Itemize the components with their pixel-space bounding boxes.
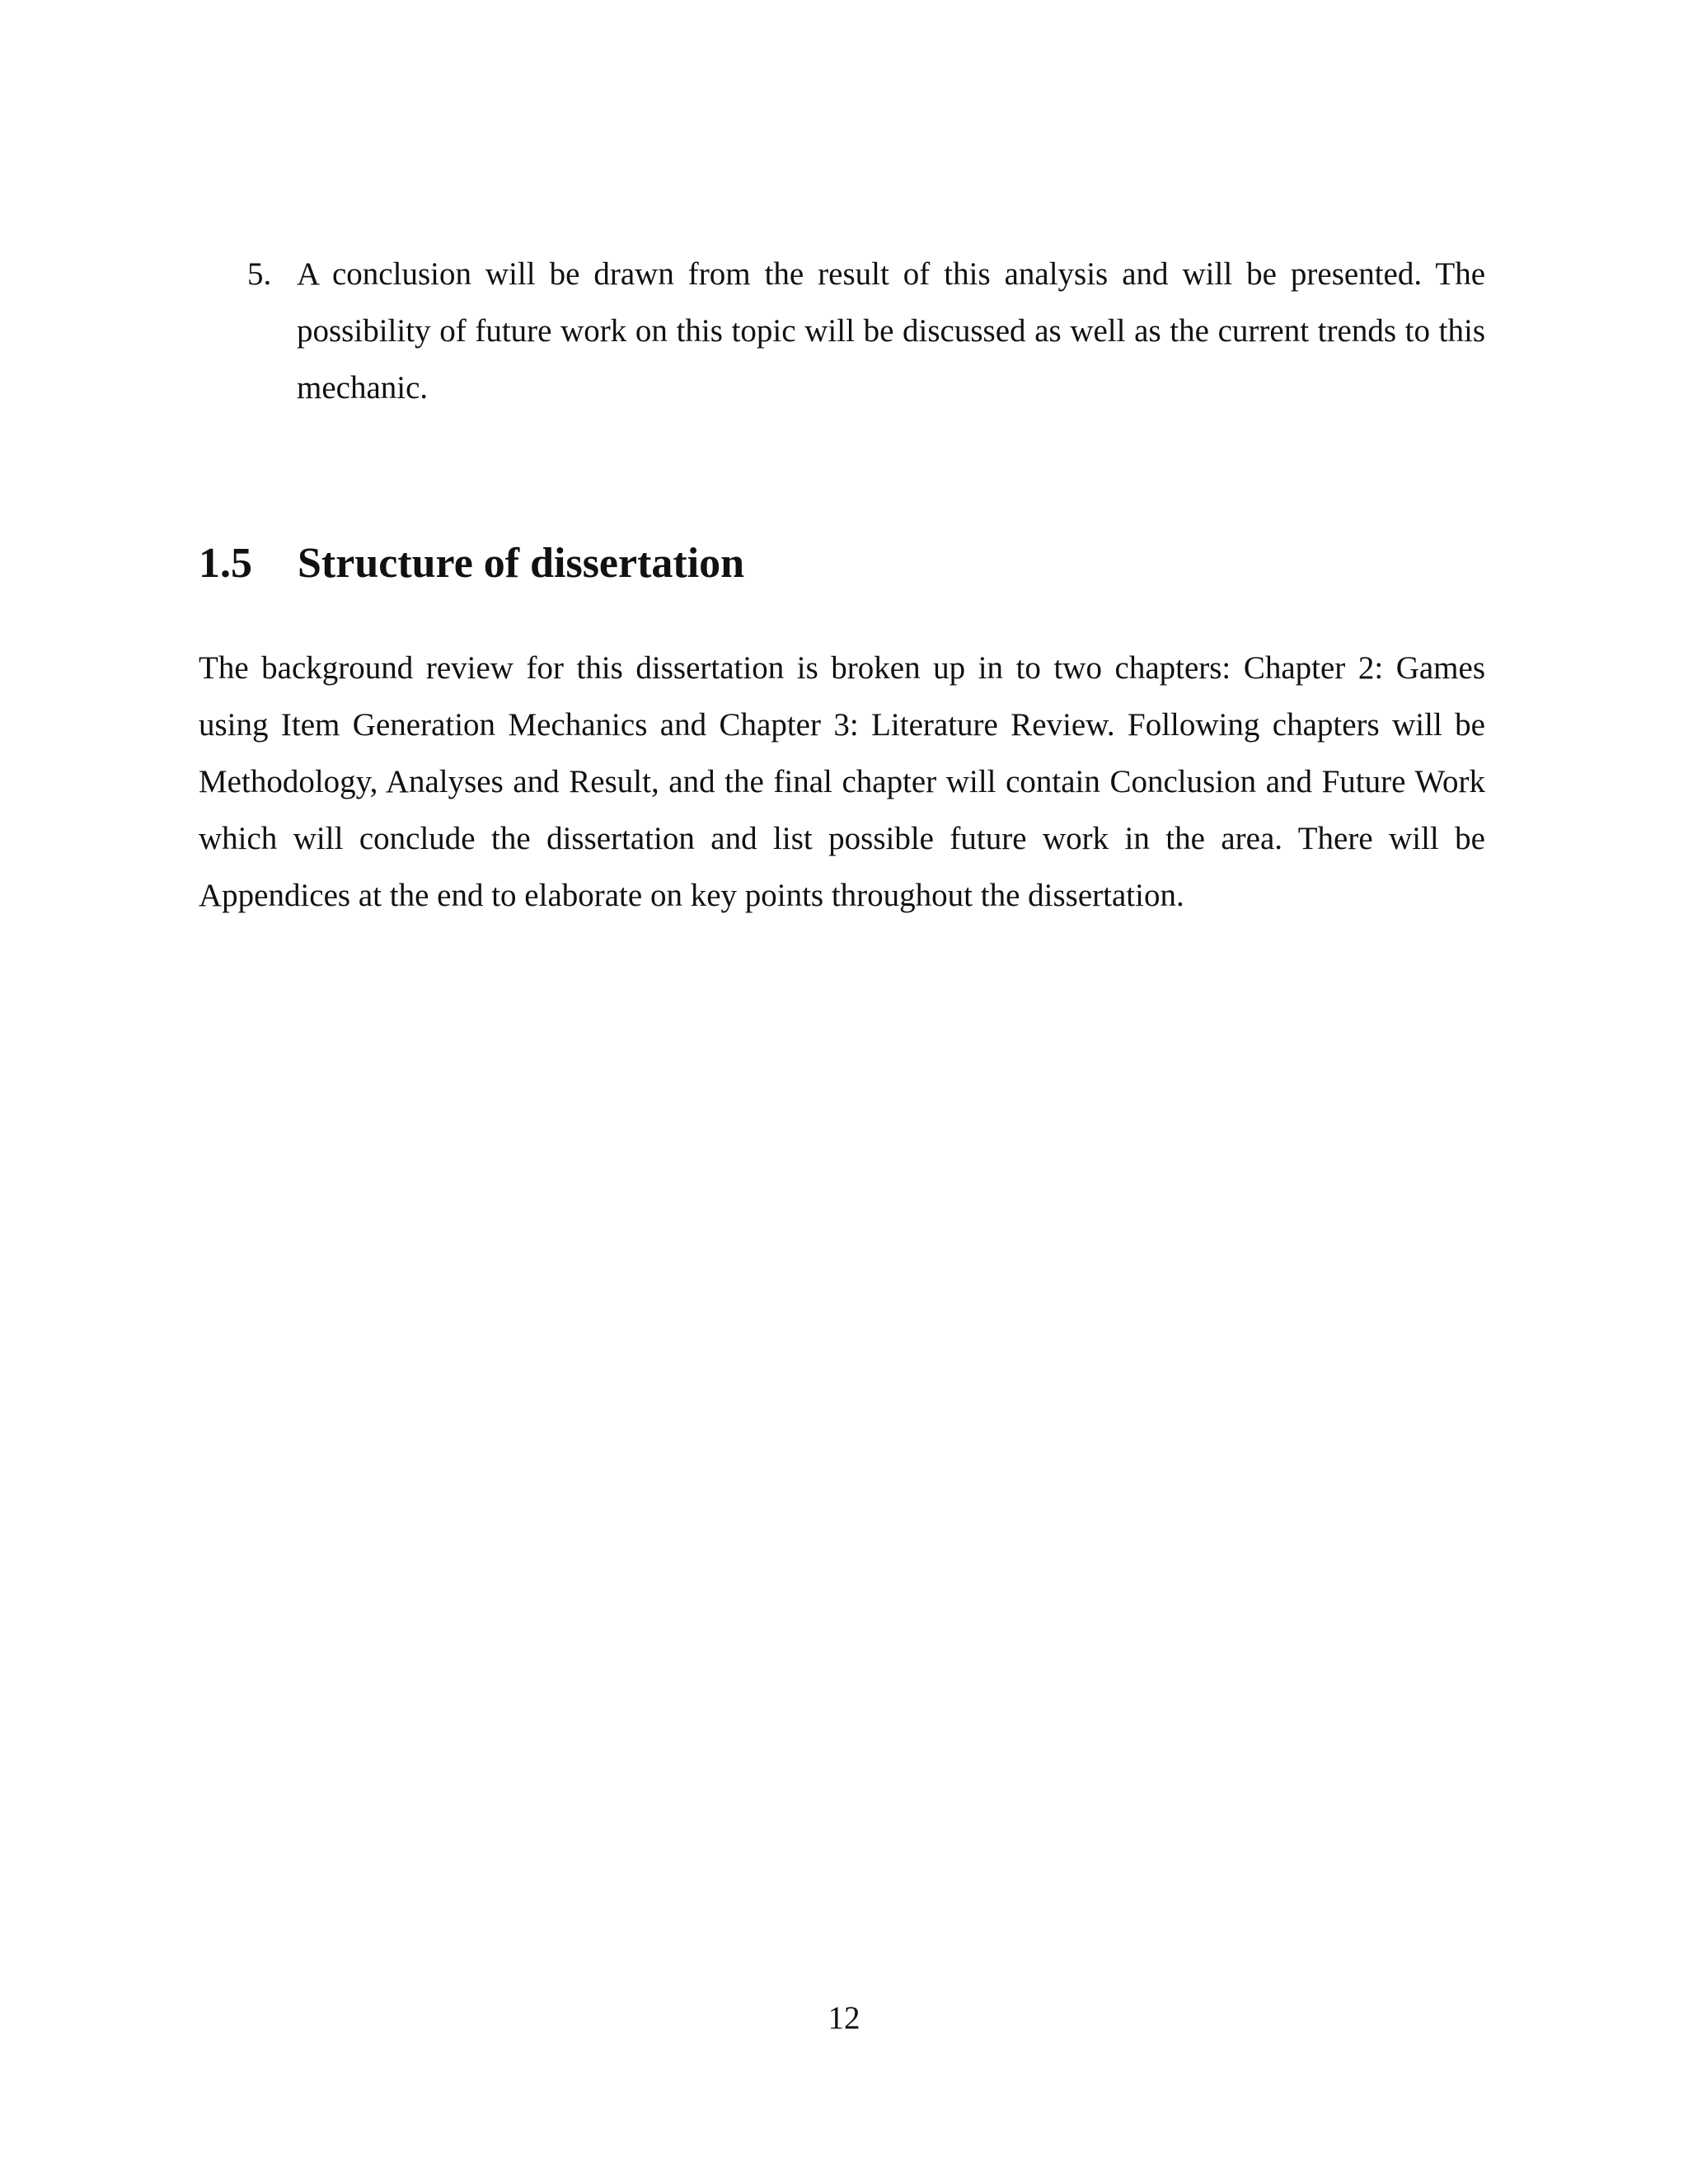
list-item-text: A conclusion will be drawn from the result of this analysis and will be presented. The possibility of future work on this topic will be discussed as well as the current trends to this mechanic. (297, 256, 1485, 405)
list-item-number: 5. (247, 256, 272, 292)
list-item (247, 246, 1485, 416)
section-heading (199, 537, 744, 590)
section-number: 1.5 (199, 540, 252, 587)
section-title: Structure of dissertation (298, 540, 745, 587)
body-paragraph: The background review for this dissertation is broken up in to two chapters: Chapter 2: Games using Item Generation Mechanics and Chapter 3: Literature Review. Following chapters will be Methodology, Analyses and Result, and the final chapter will contain Conclusion and Future Work which will conclude the dissertation and list possible future work in the area. There will be Appendices at the end to elaborate on key points throughout the dissertation. (199, 650, 1485, 913)
page-number: 12 (828, 2000, 860, 2036)
